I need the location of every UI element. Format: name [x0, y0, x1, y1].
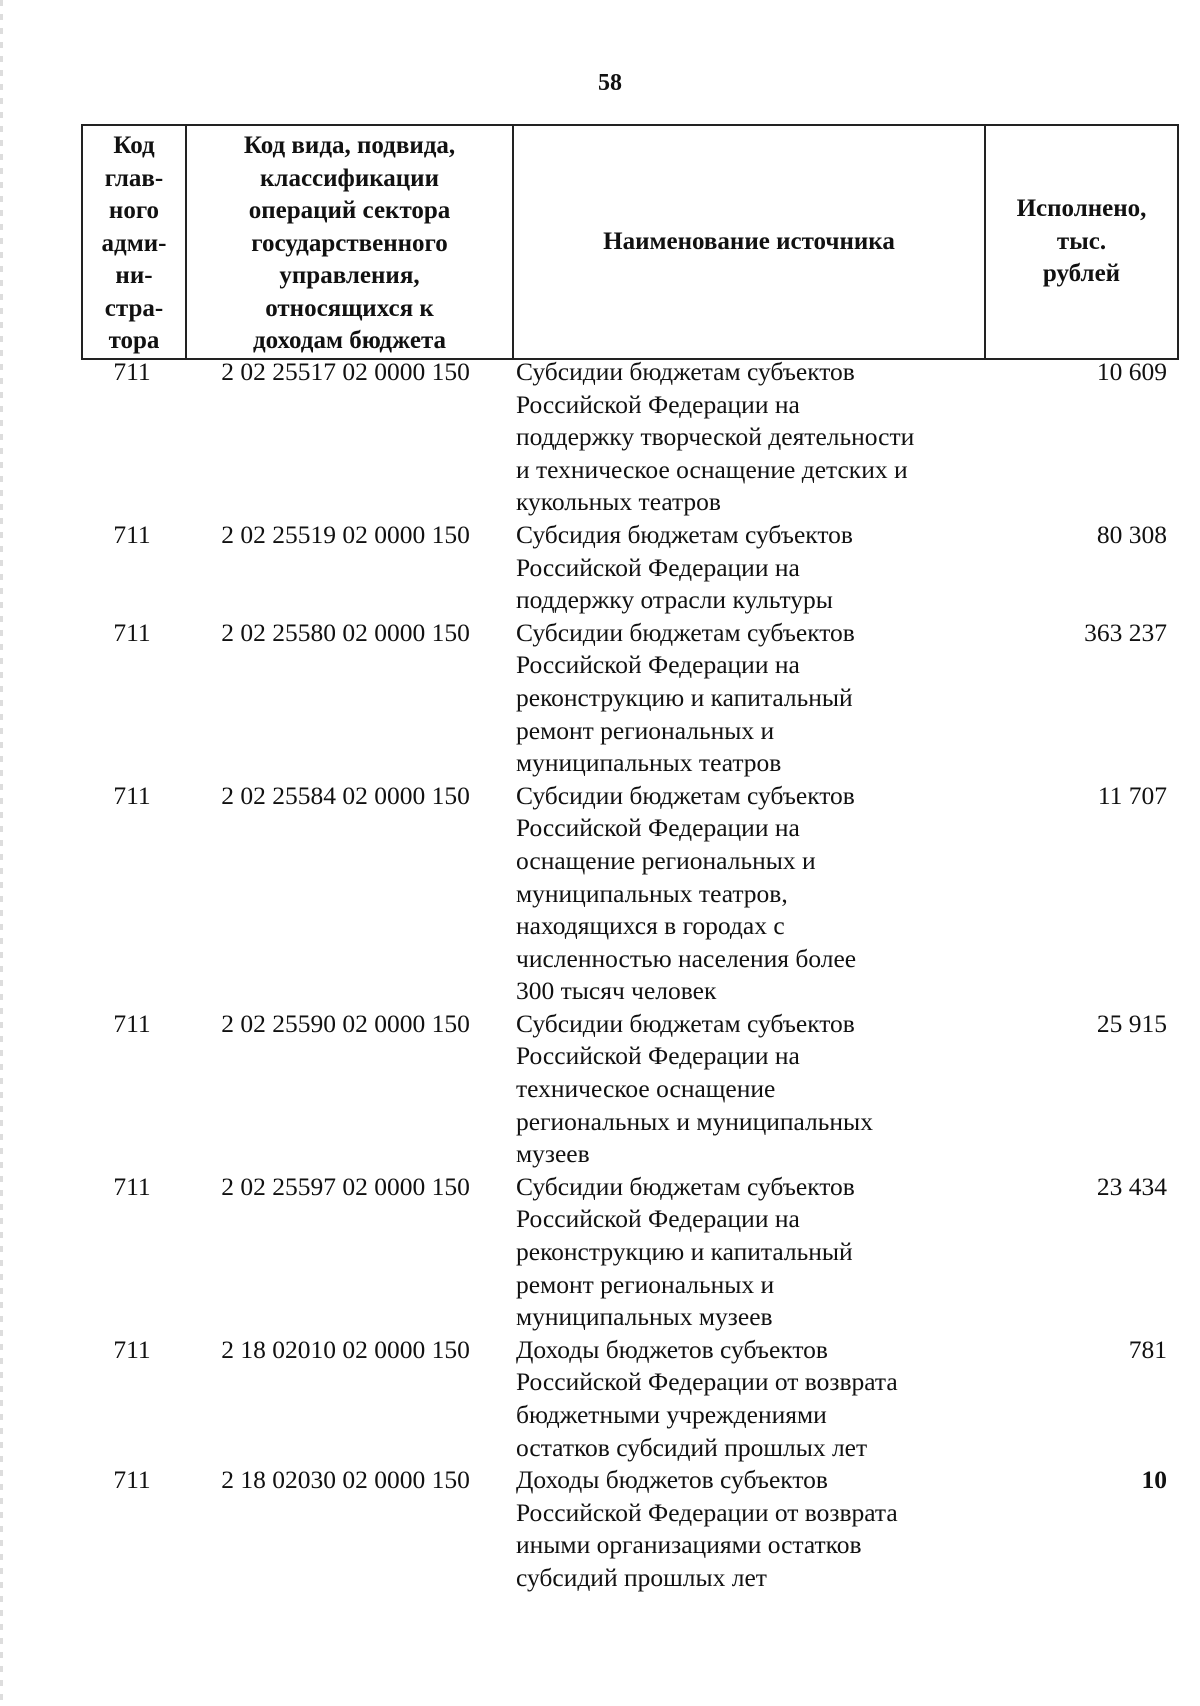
header-type-code-line: относящихся к [265, 294, 434, 322]
admin-code-cell: 711 [113, 1465, 151, 1495]
classification-code-cell: 2 02 25580 02 0000 150 [221, 617, 470, 647]
source-name-line: Российской Федерации на [516, 389, 800, 419]
source-name-line: Субсидии бюджетам субъектов [516, 357, 855, 386]
table-row [81, 617, 1169, 780]
source-name-line: муниципальных театров, [516, 878, 788, 908]
source-name-line: Российской Федерации от возврата [516, 1497, 898, 1527]
source-name-line: поддержку отрасли культуры [516, 585, 833, 615]
executed-sum-cell: 781 [1128, 1334, 1167, 1364]
scan-edge-artifact [0, 0, 3, 1706]
classification-code-cell: 2 18 02010 02 0000 150 [221, 1334, 470, 1364]
source-name-line: Субсидии бюджетам субъектов [516, 780, 855, 810]
source-name-line: Доходы бюджетов субъектов [516, 1465, 828, 1495]
classification-code-cell: 2 18 02030 02 0000 150 [221, 1465, 470, 1495]
classification-code-cell: 2 02 25584 02 0000 150 [221, 780, 470, 810]
source-name-line: Субсидии бюджетам субъектов [516, 1171, 855, 1201]
source-name-line: субсидий прошлых лет [516, 1562, 767, 1592]
header-executed-sum [985, 125, 1178, 359]
source-name-line: Российской Федерации на [516, 650, 800, 680]
source-name-line: муниципальных театров [516, 748, 782, 778]
source-name-line: иными организациями остатков [516, 1530, 862, 1560]
source-name-cell [508, 1171, 966, 1334]
source-name-line: ремонт региональных и [516, 715, 775, 745]
source-name-cell [508, 780, 966, 1008]
source-name-line: реконструкцию и капитальный [516, 1237, 853, 1267]
header-type-code-line: управления, [279, 262, 420, 289]
header-type-code-line: Код вида, подвида, [243, 132, 456, 159]
source-name-line: Российской Федерации от возврата [516, 1367, 898, 1397]
table-header-row [82, 125, 1178, 359]
executed-sum-cell: 363 237 [1084, 617, 1167, 647]
source-name-line: 300 тысяч человек [516, 976, 717, 1006]
source-name-line: техническое оснащение [516, 1074, 776, 1104]
source-name-line: остатков субсидий прошлых лет [516, 1432, 868, 1462]
header-type-code-line: операций сектора [248, 197, 451, 224]
admin-code-cell: 711 [113, 1008, 151, 1038]
executed-sum-cell: 10 609 [1096, 357, 1167, 386]
table-row [81, 356, 1169, 519]
source-name-line: Российской Федерации на [516, 1041, 800, 1071]
source-name-cell [508, 356, 966, 519]
source-name-line: Субсидии бюджетам субъектов [516, 617, 855, 647]
header-admin-code [82, 125, 186, 359]
admin-code-cell: 711 [113, 780, 151, 810]
source-name-line: кукольных театров [516, 487, 721, 517]
table-row [81, 1008, 1169, 1171]
header-sum-line: рублей [1042, 260, 1121, 287]
classification-code-cell: 2 02 25519 02 0000 150 [221, 519, 470, 549]
source-name-line: реконструкцию и капитальный [516, 682, 853, 712]
table-row [81, 780, 1169, 1008]
header-type-code-line: доходам бюджета [252, 327, 447, 354]
admin-code-cell: 711 [113, 357, 151, 386]
header-admin-code-line: тора [108, 327, 160, 354]
source-name-line: ремонт региональных и [516, 1269, 775, 1299]
table-body [81, 356, 1169, 1595]
header-admin-code-line: ни- [115, 262, 153, 289]
header-admin-code-line: адми- [101, 229, 167, 257]
source-name-line: музеев [516, 1139, 590, 1169]
source-name-line: муниципальных музеев [516, 1302, 773, 1332]
source-name-line: Российской Федерации на [516, 1204, 800, 1234]
executed-sum-cell: 23 434 [1096, 1171, 1167, 1201]
header-source-name: Наименование источника [513, 125, 985, 359]
source-name-line: Субсидии бюджетам субъектов [516, 1008, 855, 1038]
source-name-line: и техническое оснащение детских и [516, 454, 908, 484]
classification-code-cell: 2 02 25590 02 0000 150 [221, 1008, 470, 1038]
admin-code-cell: 711 [113, 617, 151, 647]
table-row [81, 1171, 1169, 1334]
source-name-line: находящихся в городах с [516, 911, 785, 941]
header-sum-line: тыс. [1056, 227, 1107, 255]
header-admin-code-line: глав- [104, 164, 164, 192]
admin-code-cell: 711 [113, 519, 151, 549]
header-sum-line: Исполнено, [1016, 195, 1147, 222]
executed-sum-cell: 11 707 [1097, 780, 1167, 810]
table-row [81, 1464, 1169, 1594]
header-type-code [186, 125, 513, 359]
header-admin-code-line: ного [108, 197, 160, 224]
admin-code-cell: 711 [113, 1334, 151, 1364]
source-name-line: региональных и муниципальных [516, 1106, 873, 1136]
header-type-code-line: классификации [260, 164, 439, 192]
admin-code-cell: 711 [113, 1171, 151, 1201]
page-number: 58 [598, 70, 622, 96]
source-name-cell [508, 617, 966, 780]
header-type-code-line: государственного [251, 229, 448, 257]
table-row [81, 1334, 1169, 1464]
source-name-cell [508, 1008, 966, 1171]
source-name-cell [508, 519, 966, 617]
source-name-line: Российской Федерации на [516, 552, 800, 582]
classification-code-cell: 2 02 25597 02 0000 150 [221, 1171, 470, 1201]
source-name-cell [508, 1464, 966, 1594]
source-name-line: оснащение региональных и [516, 845, 816, 875]
executed-sum-cell: 10 [1141, 1465, 1167, 1495]
source-name-cell [508, 1334, 966, 1464]
table-header [81, 124, 1179, 360]
executed-sum-cell: 80 308 [1096, 519, 1167, 549]
source-name-line: Доходы бюджетов субъектов [516, 1334, 828, 1364]
source-name-line: бюджетными учреждениями [516, 1400, 827, 1429]
source-name-line: численностью населения более [516, 943, 857, 973]
source-name-line: поддержку творческой деятельности [516, 422, 915, 452]
executed-sum-cell: 25 915 [1096, 1008, 1167, 1038]
table-row [81, 519, 1169, 617]
source-name-line: Российской Федерации на [516, 813, 800, 843]
classification-code-cell: 2 02 25517 02 0000 150 [221, 357, 470, 386]
header-admin-code-line: Код [113, 132, 155, 159]
source-name-line: Субсидия бюджетам субъектов [516, 519, 853, 549]
header-admin-code-line: стра- [104, 294, 164, 322]
